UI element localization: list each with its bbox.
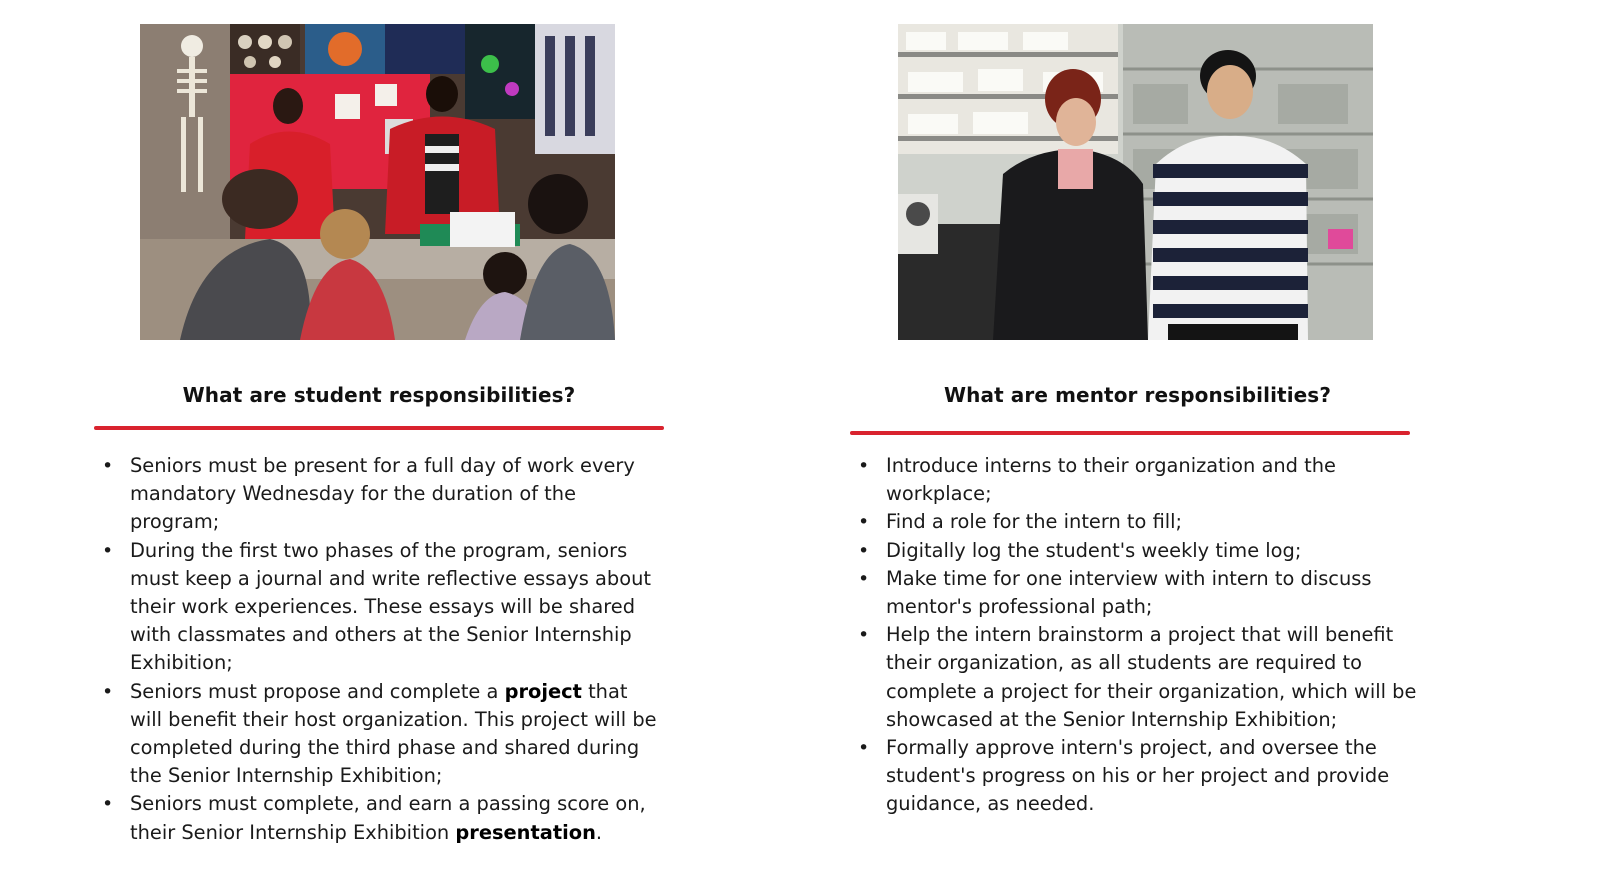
- list-item: [94, 790, 659, 846]
- museum-classroom-photo: [140, 24, 615, 340]
- bullet-icon: •: [858, 539, 870, 562]
- list-item-text: Formally approve intern's project, and oversee the student's progress on his or her project and provide guidance, as needed.: [886, 736, 1390, 816]
- list-item-text: Digitally log the student's weekly time log;: [886, 538, 1302, 562]
- list-item: [94, 537, 659, 678]
- bullet-icon: •: [858, 624, 870, 647]
- list-item-text: Help the intern brainstorm a project that will benefit their organization, as all students are required to complete a project for their organization, which will be showcased at the Senior Internship Exhibition;: [886, 623, 1417, 731]
- list-item: [850, 734, 1425, 819]
- list-item-emphasis: presentation: [455, 820, 596, 844]
- lab-mentor-intern-photo: [898, 24, 1373, 340]
- list-item-text-post: that will benefit their host organization. This project will be completed during the third phase and shared during the Senior Internship Exhibition;: [130, 679, 657, 788]
- list-item: [94, 452, 659, 537]
- list-item-text: Make time for one interview with intern to discuss mentor's professional path;: [886, 566, 1372, 619]
- list-item: [850, 452, 1425, 508]
- bullet-icon: •: [102, 680, 114, 703]
- bullet-icon: •: [858, 511, 870, 534]
- list-item: [94, 678, 659, 791]
- bullet-icon: •: [102, 539, 114, 562]
- list-item-emphasis: project: [504, 679, 582, 703]
- bullet-icon: •: [102, 455, 114, 477]
- mentor-divider: [850, 431, 1410, 435]
- list-item-text-post: .: [595, 820, 603, 844]
- bullet-icon: •: [858, 455, 870, 477]
- list-item-text-pre: Seniors must complete, and earn a passing score on, their Senior Internship Exhibition: [130, 792, 646, 844]
- mentor-responsibilities-heading: What are mentor responsibilities?: [943, 383, 1332, 407]
- bullet-icon: •: [102, 793, 114, 816]
- list-item: [850, 508, 1425, 536]
- list-item: [850, 565, 1425, 621]
- list-item-text: During the first two phases of the program, seniors must keep a journal and write reflective essays about their work experiences. These essays will be shared with classmates and others at the Senior Internship Exhibition;: [130, 538, 651, 675]
- student-responsibility-list: [94, 452, 659, 847]
- list-item-text: Seniors must be present for a full day of work every mandatory Wednesday for the duration of the program;: [130, 454, 635, 534]
- bullet-icon: •: [858, 737, 870, 760]
- list-item: [850, 621, 1425, 734]
- list-item-text: Introduce interns to their organization and the workplace;: [886, 454, 1336, 506]
- list-item: [850, 537, 1425, 565]
- student-responsibilities-heading: What are student responsibilities?: [182, 383, 576, 407]
- mentor-column: [850, 0, 1425, 880]
- list-item-text-pre: Seniors must propose and complete a: [130, 679, 505, 703]
- student-divider: [94, 426, 664, 430]
- student-column: [94, 0, 664, 880]
- list-item-text: Find a role for the intern to fill;: [886, 510, 1183, 534]
- mentor-responsibility-list: [850, 452, 1425, 819]
- bullet-icon: •: [858, 567, 870, 590]
